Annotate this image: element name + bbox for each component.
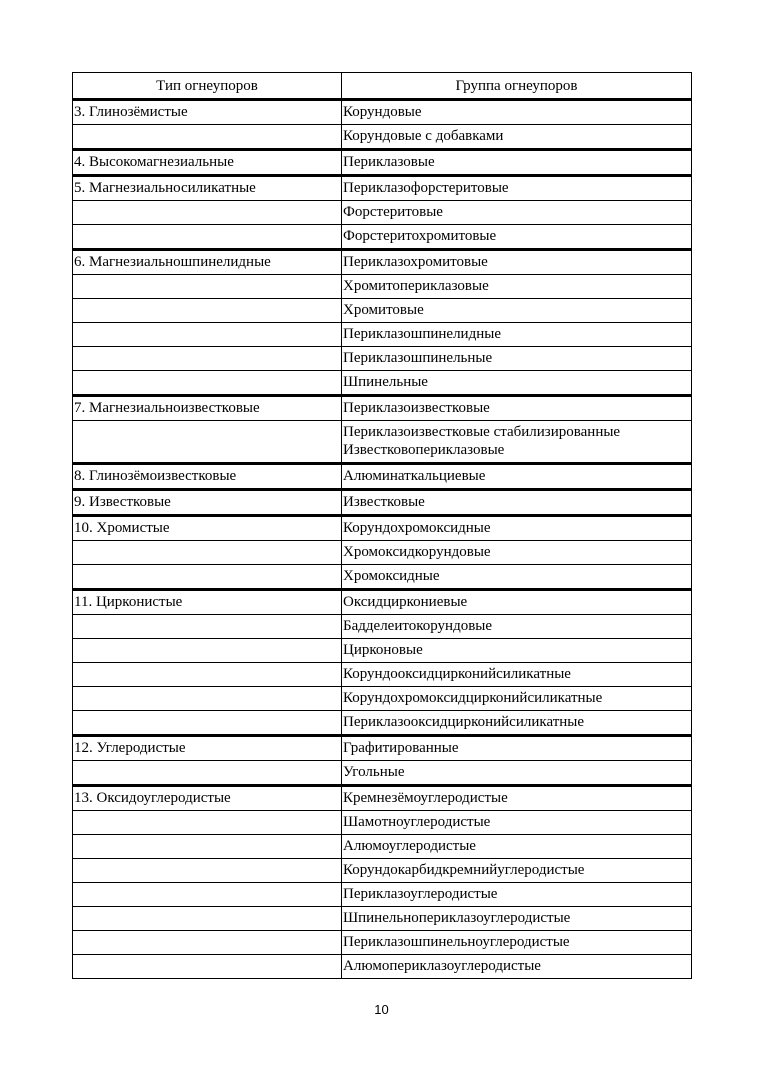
refractory-group-cell: Периклазоизвестковые [342, 396, 692, 421]
refractory-type-cell [73, 955, 342, 979]
table-row [73, 786, 692, 811]
refractory-type-cell: 5. Магнезиальносиликатные [73, 176, 342, 201]
refractory-group-cell: Алюминаткальциевые [342, 464, 692, 490]
refractory-group-cell: Оксидциркониевые [342, 590, 692, 615]
table-row [73, 275, 692, 299]
refractory-group-cell: Периклазошпинельные [342, 347, 692, 371]
table-row [73, 811, 692, 835]
refractory-group-line: Известковопериклазовые [343, 442, 505, 458]
table-row [73, 859, 692, 883]
refractory-type-cell [73, 565, 342, 590]
refractory-type-cell [73, 711, 342, 736]
refractory-group-cell: Корундохромоксидные [342, 516, 692, 541]
refractory-type-cell [73, 225, 342, 250]
table-row [73, 615, 692, 639]
table-row [73, 299, 692, 323]
refractory-group-cell: Хромоксидкорундовые [342, 541, 692, 565]
refractory-group-cell: Периклазошпинелидные [342, 323, 692, 347]
table-row [73, 176, 692, 201]
table-row [73, 371, 692, 396]
refractory-group-cell: Алюмопериклазоуглеродистые [342, 955, 692, 979]
refractory-group-cell: Алюмоуглеродистые [342, 835, 692, 859]
table-row [73, 150, 692, 176]
table-body [73, 100, 692, 979]
refractory-type-cell: 8. Глинозёмоизвестковые [73, 464, 342, 490]
refractory-type-cell [73, 299, 342, 323]
table-row [73, 711, 692, 736]
header-type: Тип огнеупоров [73, 73, 342, 100]
table-row [73, 323, 692, 347]
refractory-type-cell: 4. Высокомагнезиальные [73, 150, 342, 176]
refractory-group-cell: Периклазовые [342, 150, 692, 176]
refractory-group-cell: Бадделеитокорундовые [342, 615, 692, 639]
table-row [73, 736, 692, 761]
refractory-type-cell [73, 421, 342, 464]
refractory-type-cell: 10. Хромистые [73, 516, 342, 541]
refractory-type-cell [73, 835, 342, 859]
table-row [73, 955, 692, 979]
refractory-type-cell [73, 125, 342, 150]
table-row [73, 201, 692, 225]
refractory-type-cell [73, 931, 342, 955]
refractory-type-cell: 13. Оксидоуглеродистые [73, 786, 342, 811]
refractory-group-cell: Периклазооксидцирконийсиликатные [342, 711, 692, 736]
table-row [73, 490, 692, 516]
refractory-type-cell: 12. Углеродистые [73, 736, 342, 761]
refractory-group-cell: Форстеритовые [342, 201, 692, 225]
table-row [73, 347, 692, 371]
refractory-type-cell: 11. Цирконистые [73, 590, 342, 615]
table-row [73, 835, 692, 859]
refractory-group-cell: Периклазохромитовые [342, 250, 692, 275]
table-row [73, 396, 692, 421]
refractory-group-cell: Шпинельные [342, 371, 692, 396]
refractory-type-cell [73, 907, 342, 931]
refractory-type-cell: 7. Магнезиальноизвестковые [73, 396, 342, 421]
table-row [73, 663, 692, 687]
refractory-group-cell: Периклазошпинельноуглеродистые [342, 931, 692, 955]
refractory-group-cell: Графитированные [342, 736, 692, 761]
refractory-group-cell: Периклазофорстеритовые [342, 176, 692, 201]
refractory-group-cell: Шамотноуглеродистые [342, 811, 692, 835]
refractory-group-cell: Цирконовые [342, 639, 692, 663]
refractory-group-cell: Кремнезёмоуглеродистые [342, 786, 692, 811]
refractory-group-cell [342, 421, 692, 464]
refractory-group-line: Периклазоизвестковые стабилизированные [343, 424, 621, 440]
refractory-group-cell: Хромоксидные [342, 565, 692, 590]
table-row [73, 883, 692, 907]
refractory-type-cell: 3. Глинозёмистые [73, 100, 342, 125]
refractory-group-cell: Форстеритохромитовые [342, 225, 692, 250]
refractory-group-cell: Шпинельнопериклазоуглеродистые [342, 907, 692, 931]
table-row [73, 761, 692, 786]
table-row [73, 907, 692, 931]
refractory-group-cell: Корундовые [342, 100, 692, 125]
table-row [73, 541, 692, 565]
refractory-type-cell: 9. Известковые [73, 490, 342, 516]
table-row [73, 565, 692, 590]
refractory-type-cell [73, 201, 342, 225]
refractory-type-cell [73, 883, 342, 907]
page-number: 10 [374, 1002, 389, 1017]
header-group: Группа огнеупоров [342, 73, 692, 100]
refractory-type-cell [73, 541, 342, 565]
refractory-group-cell: Угольные [342, 761, 692, 786]
refractory-type-cell [73, 811, 342, 835]
table-row [73, 516, 692, 541]
refractory-type-cell [73, 371, 342, 396]
refractory-type-cell [73, 859, 342, 883]
refractory-group-cell: Корундокарбидкремнийуглеродистые [342, 859, 692, 883]
refractory-group-cell: Хромитопериклазовые [342, 275, 692, 299]
refractory-group-cell: Корундовые с добавками [342, 125, 692, 150]
table-row [73, 250, 692, 275]
refractory-type-cell [73, 761, 342, 786]
table-row [73, 590, 692, 615]
refractory-type-cell [73, 347, 342, 371]
refractory-group-cell: Периклазоуглеродистые [342, 883, 692, 907]
table-row [73, 639, 692, 663]
table-row [73, 464, 692, 490]
refractory-table [72, 72, 692, 979]
refractory-group-cell: Корундохромоксидцирконийсиликатные [342, 687, 692, 711]
refractory-type-cell [73, 275, 342, 299]
refractory-type-cell [73, 639, 342, 663]
refractory-type-cell [73, 687, 342, 711]
table-header-row [73, 73, 692, 100]
table-row [73, 225, 692, 250]
refractory-group-cell: Хромитовые [342, 299, 692, 323]
table-row [73, 125, 692, 150]
table-row [73, 687, 692, 711]
refractory-group-cell: Корундооксидцирконийсиликатные [342, 663, 692, 687]
refractory-type-cell [73, 615, 342, 639]
table-row [73, 421, 692, 464]
table-row [73, 931, 692, 955]
table-row [73, 100, 692, 125]
refractory-type-cell [73, 663, 342, 687]
refractory-type-cell [73, 323, 342, 347]
refractory-group-cell: Известковые [342, 490, 692, 516]
refractory-type-cell: 6. Магнезиальношпинелидные [73, 250, 342, 275]
